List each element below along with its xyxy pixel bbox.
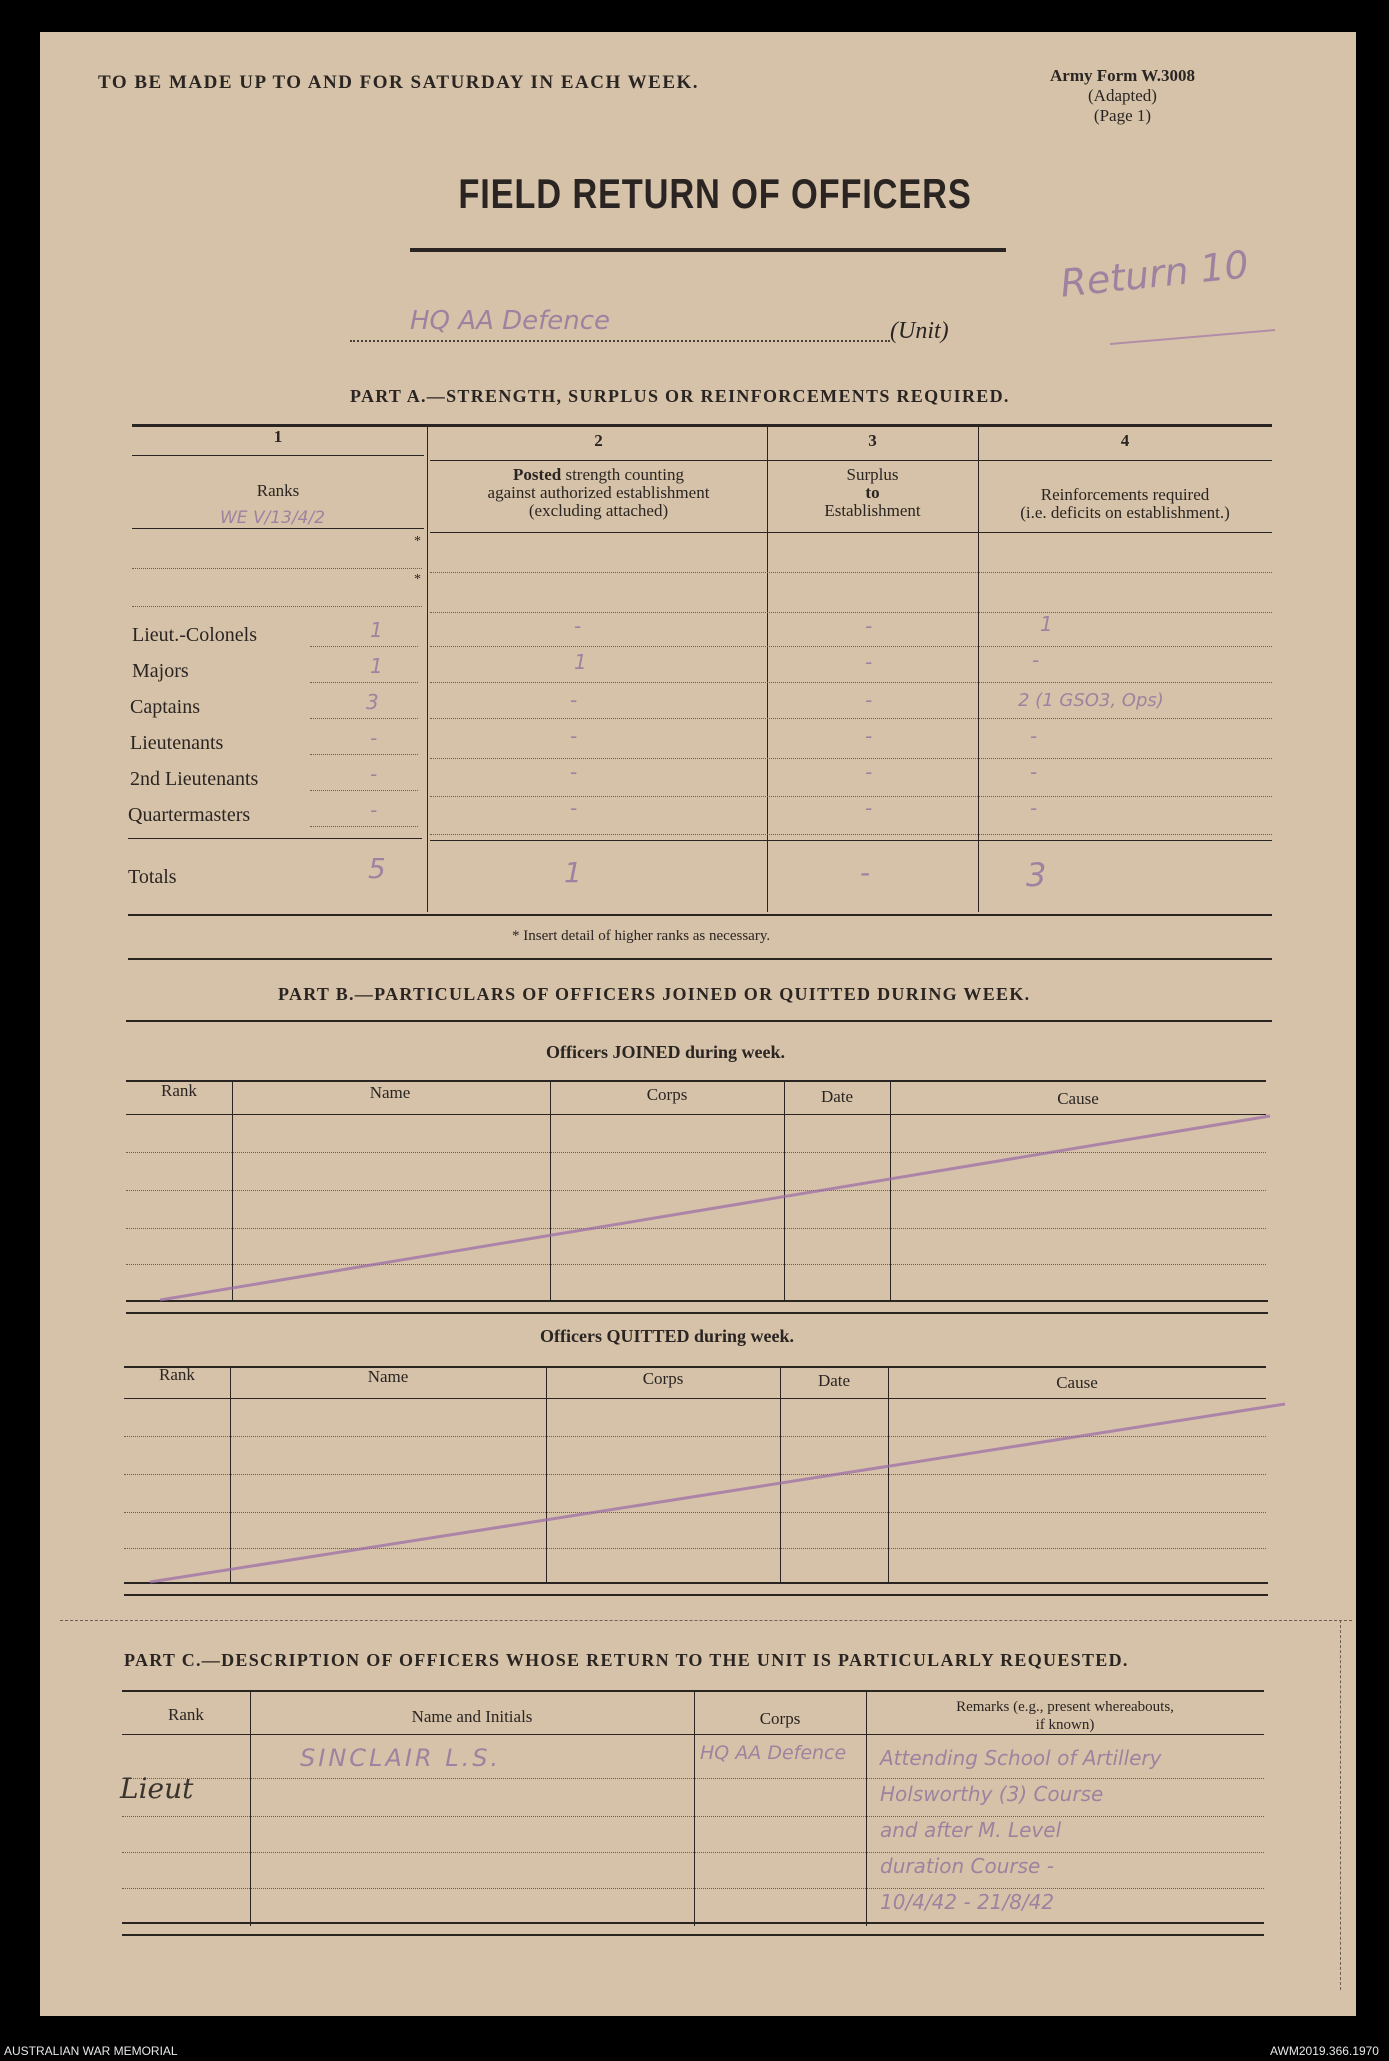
footer-left: AUSTRALIAN WAR MEMORIAL [4, 2044, 178, 2058]
c-col-rank: Rank [168, 1705, 204, 1724]
total-col1: 5 [368, 852, 386, 885]
col-reinforcements-header: Reinforcements required (i.e. deficits on establishment.) [1020, 485, 1230, 522]
ranks-note: WE V/13/4/2 [220, 508, 326, 528]
rank-label: Quartermasters [128, 804, 251, 826]
quitted-col-cause: Cause [1056, 1373, 1098, 1392]
star-1: * [414, 534, 421, 549]
quitted-title: Officers QUITTED during week. [540, 1326, 794, 1346]
form-number: Army Form W.3008 [1050, 66, 1195, 85]
rank-label: Lieut.-Colonels [132, 624, 257, 646]
joined-col-cause: Cause [1057, 1089, 1099, 1108]
col-num-2: 2 [594, 431, 603, 450]
form-page: (Page 1) [1093, 106, 1152, 125]
col-ranks-header: Ranks [256, 481, 300, 500]
totals-label: Totals [128, 866, 177, 888]
unit-label: (Unit) [890, 318, 949, 344]
footnote: * Insert detail of higher ranks as necessary. [512, 928, 771, 944]
total-surplus: - [860, 856, 871, 889]
col-num-3: 3 [868, 431, 877, 450]
c-entry-name: SINCLAIR L.S. [300, 1744, 502, 1772]
joined-col-corps: Corps [646, 1085, 688, 1104]
c-col-name: Name and Initials [411, 1707, 533, 1726]
return-annotation: Return 10 [1058, 242, 1251, 306]
rank-label: Majors [132, 660, 189, 682]
rank-label: 2nd Lieutenants [130, 768, 259, 790]
total-posted: 1 [564, 856, 582, 889]
instruction-text: TO BE MADE UP TO AND FOR SATURDAY IN EACH WEEK. [98, 72, 700, 93]
c-entry-corps: HQ AA Defence [700, 1742, 847, 1764]
rank-label: Lieutenants [130, 732, 224, 754]
total-reinforcements: 3 [1026, 856, 1047, 894]
joined-col-rank: Rank [161, 1081, 197, 1100]
c-entry-rank: Lieut [120, 1772, 194, 1805]
quitted-col-date: Date [817, 1371, 851, 1390]
form-adapted: (Adapted) [1088, 86, 1157, 105]
c-entry-remarks: Attending School of Artillery Holsworthy (3) Course and after M. Level duration Course - 10/4/42 - 21/8/42 [880, 1746, 1162, 1914]
rank-label: Captains [130, 696, 200, 718]
col-surplus-header: Surplus to Establishment [824, 465, 921, 520]
quitted-col-corps: Corps [642, 1369, 684, 1388]
part-c-heading: PART C.—DESCRIPTION OF OFFICERS WHOSE RETURN TO THE UNIT IS PARTICULARLY REQUESTED. [124, 1650, 1129, 1670]
joined-title: Officers JOINED during week. [546, 1042, 785, 1062]
unit-handwritten: HQ AA Defence [410, 306, 611, 336]
form-title: FIELD RETURN OF OFFICERS [458, 170, 972, 217]
quitted-col-rank: Rank [159, 1365, 195, 1384]
col-num-1: 1 [273, 427, 283, 446]
footer-right: AWM2019.366.1970 [1270, 2044, 1379, 2058]
joined-col-date: Date [820, 1087, 854, 1106]
col-posted-header: Posted strength counting against authorized establishment (excluding attached) [487, 465, 710, 520]
quitted-col-name: Name [367, 1367, 409, 1386]
part-a-heading: PART A.—STRENGTH, SURPLUS OR REINFORCEMENTS REQUIRED. [350, 386, 1010, 406]
star-2: * [414, 572, 421, 587]
c-col-remarks: Remarks (e.g., present whereabouts, if known) [956, 1699, 1174, 1733]
part-b-heading: PART B.—PARTICULARS OF OFFICERS JOINED OR QUITTED DURING WEEK. [278, 984, 1031, 1004]
col-num-4: 4 [1120, 431, 1130, 450]
c-col-corps: Corps [759, 1709, 801, 1728]
joined-col-name: Name [369, 1083, 411, 1102]
